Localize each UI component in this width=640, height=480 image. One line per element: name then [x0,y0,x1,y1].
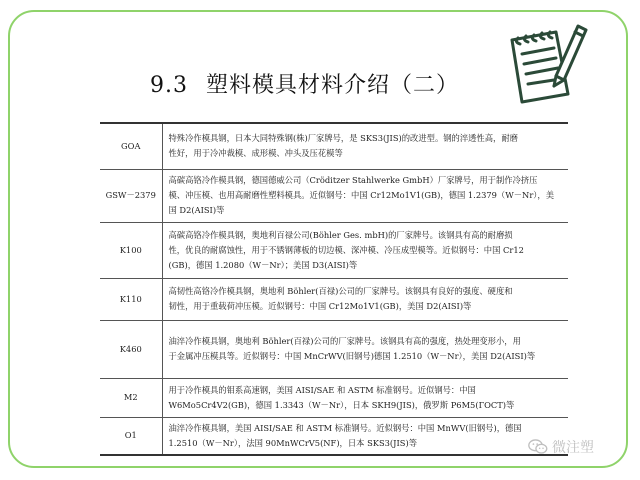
description-line: 国 D2(AISI)等 [168,205,225,215]
table-row [100,320,568,378]
grade-cell: M2 [100,378,162,417]
material-table [100,122,568,456]
watermark [528,436,594,458]
wechat-icon [528,438,548,456]
grade-cell: GOA [100,123,162,169]
description-line: 性好，用于冷冲裁模、成形模、冲头及压花模等 [168,148,343,159]
description-cell [162,378,568,417]
table-row [100,123,568,169]
description-line: 模、冲压模、也用高耐磨性塑料模具。近似钢号：中国 Cr12Mo1V1(GB)，德国 1.2379（W－Nr），美 [168,190,555,200]
description-cell [162,123,568,169]
title-text: 塑料模具材料介绍（二） [206,73,460,98]
description-cell [162,417,568,455]
description-cell [162,222,568,278]
description-line: W6Mo5Cr4V2(GB)，德国 1.3343（W－Nr），日本 SKH9(JIS)，俄罗斯 P6M5(ГОСТ)等 [168,399,515,410]
table-row [100,378,568,417]
description-line: 高碳高铬冷作模具钢，奥地利百禄公司(Böhler Ges. mbH)的厂家牌号。该钢具有高的耐磨损 [168,229,513,240]
description-line: 韧性，用于重载荷冲压模。近似钢号：中国 Cr12Mo1V1(GB)，美国 D2(AISI)等 [168,301,472,311]
table-row [100,278,568,320]
grade-cell: K460 [100,320,162,378]
grade-cell: K110 [100,278,162,320]
page-title [150,68,510,99]
description-line: 油淬冷作模具钢，美国 AISI/SAE 和 ASTM 标准钢号。近似钢号：中国 MnWV(旧钢号)，德国 [168,422,522,433]
description-line: 高碳高铬冷作模具钢，德国德威公司（Cröditzer Stahlwerke GmbH）厂家牌号，用于制作冷挤压 [168,175,538,185]
description-cell [162,278,568,320]
description-line: 用于冷作模具的钼系高速钢，美国 AISI/SAE 和 ASTM 标准钢号。近似钢号：中国 [168,384,476,395]
table-row [100,417,568,455]
description-line: 特殊冷作模具钢，日本大同特殊钢(株)厂家牌号，是 SKS3(JIS)的改进型。钢的淬透性高，耐磨 [168,133,518,144]
table-row [100,169,568,222]
description-line: 1.2510（W－Nr），法国 90MnWCrV5(NF)，日本 SKS3(JIS)等 [168,437,417,448]
description-cell [162,320,568,378]
grade-cell: GSW－2379 [100,169,162,222]
description-line: 高韧性高铬冷作模具钢，奥地利 Böhler(百禄)公司的厂家牌号。该钢具有良好的强度、硬度和 [168,286,513,296]
table-row [100,222,568,278]
notepad-pencil-icon [498,16,588,106]
description-line: 油淬冷作模具钢，奥地利 Böhler(百禄)公司的厂家牌号。该钢具有高的强度，热处理变形小，用 [168,336,521,346]
section-number: 9.3 [150,73,188,98]
watermark-text: 微注塑 [552,440,594,456]
description-line: 于金属冲压模具等。近似钢号：中国 MnCrWV(旧钢号)德国 1.2510（W－Nr），美国 D2(AISI)等 [168,351,536,361]
description-line: (GB)，德国 1.2080（W－Nr）；美国 D3(AISI)等 [168,259,358,270]
grade-cell: O1 [100,417,162,455]
description-cell [162,169,568,222]
grade-cell: K100 [100,222,162,278]
description-line: 性，优良的耐腐蚀性，用于不锈钢薄板的切边模、深冲模、冷压成型模等。近似钢号：中国 Cr12 [168,244,524,255]
